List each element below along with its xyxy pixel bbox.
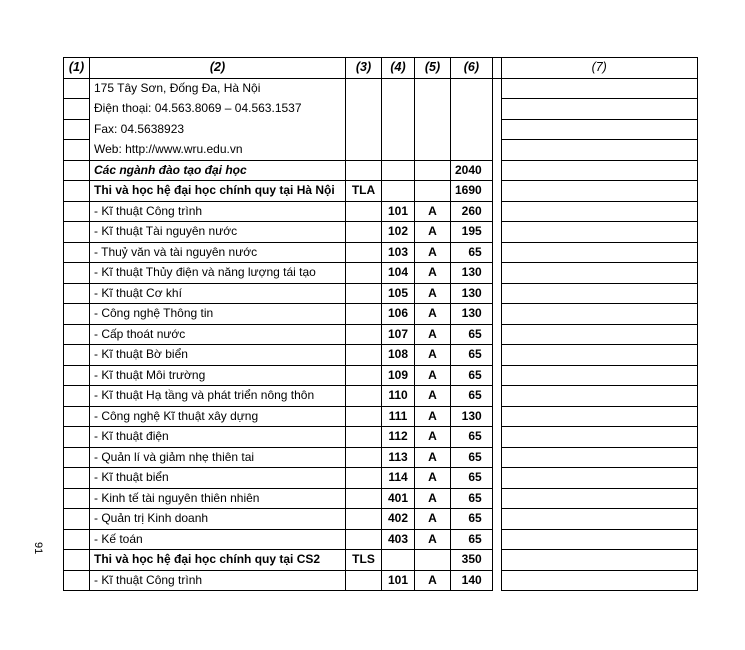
major-row	[64, 324, 698, 345]
quota: 140	[451, 570, 493, 591]
block-cell	[415, 140, 451, 161]
col1-cell	[64, 201, 90, 222]
code-cell	[346, 488, 382, 509]
quota: 65	[451, 386, 493, 407]
gap-cell	[492, 447, 501, 468]
col7-cell	[501, 181, 697, 202]
gap-cell	[492, 78, 501, 99]
major-code-cell	[382, 550, 415, 571]
quota: 130	[451, 406, 493, 427]
gap-cell	[492, 570, 501, 591]
gap-cell	[492, 509, 501, 530]
header-cell: (6)	[451, 58, 493, 79]
major-name: - Quản trị Kinh doanh	[90, 509, 346, 530]
col1-cell	[64, 263, 90, 284]
col1-cell	[64, 181, 90, 202]
exam-block: A	[415, 406, 451, 427]
major-name: - Công nghệ Kĩ thuật xây dựng	[90, 406, 346, 427]
code-cell	[346, 386, 382, 407]
exam-block: A	[415, 570, 451, 591]
address-text: Fax: 04.5638923	[90, 119, 346, 140]
col1-cell	[64, 99, 90, 120]
exam-block: A	[415, 345, 451, 366]
code-cell	[346, 468, 382, 489]
header-cell: (7)	[501, 58, 697, 79]
code-cell	[346, 222, 382, 243]
code-cell	[346, 304, 382, 325]
major-name: - Công nghệ Thông tin	[90, 304, 346, 325]
exam-block: A	[415, 263, 451, 284]
address-line	[64, 119, 698, 140]
campus-total: 1690	[451, 181, 493, 202]
col1-cell	[64, 222, 90, 243]
col7-cell	[501, 201, 697, 222]
exam-block: A	[415, 488, 451, 509]
col7-cell	[501, 222, 697, 243]
header-cell: (4)	[382, 58, 415, 79]
gap-cell	[492, 119, 501, 140]
quota: 65	[451, 509, 493, 530]
major-code: 103	[382, 242, 415, 263]
quota-cell	[451, 99, 493, 120]
quota: 65	[451, 242, 493, 263]
gap-cell	[492, 283, 501, 304]
col7-cell	[501, 140, 697, 161]
code-cell	[346, 201, 382, 222]
address-line	[64, 99, 698, 120]
code-cell	[346, 119, 382, 140]
major-name: - Cấp thoát nước	[90, 324, 346, 345]
major-code: 110	[382, 386, 415, 407]
quota: 65	[451, 529, 493, 550]
major-name: - Kinh tế tài nguyên thiên nhiên	[90, 488, 346, 509]
quota: 65	[451, 345, 493, 366]
col7-cell	[501, 324, 697, 345]
major-name: - Kĩ thuật Công trình	[90, 201, 346, 222]
col7-cell	[501, 99, 697, 120]
block-cell	[415, 550, 451, 571]
campus-code: TLS	[346, 550, 382, 571]
col1-cell	[64, 304, 90, 325]
major-name: - Kĩ thuật Công trình	[90, 570, 346, 591]
section-total: 2040	[451, 160, 493, 181]
major-row	[64, 427, 698, 448]
quota: 130	[451, 263, 493, 284]
code-cell	[346, 160, 382, 181]
gap-cell	[492, 99, 501, 120]
code-cell	[346, 324, 382, 345]
exam-block: A	[415, 529, 451, 550]
major-name: - Kĩ thuật Môi trường	[90, 365, 346, 386]
col1-cell	[64, 78, 90, 99]
header-cell: (5)	[415, 58, 451, 79]
col1-cell	[64, 468, 90, 489]
major-code: 108	[382, 345, 415, 366]
major-row	[64, 406, 698, 427]
col7-cell	[501, 427, 697, 448]
code-cell	[346, 570, 382, 591]
quota: 260	[451, 201, 493, 222]
major-row	[64, 304, 698, 325]
quota: 130	[451, 283, 493, 304]
col1-cell	[64, 345, 90, 366]
code-cell	[346, 529, 382, 550]
exam-block: A	[415, 468, 451, 489]
quota: 195	[451, 222, 493, 243]
major-row	[64, 529, 698, 550]
exam-block: A	[415, 509, 451, 530]
col7-cell	[501, 406, 697, 427]
col7-cell	[501, 119, 697, 140]
major-name: - Kĩ thuật Cơ khí	[90, 283, 346, 304]
exam-block: A	[415, 201, 451, 222]
col1-cell	[64, 119, 90, 140]
major-code: 112	[382, 427, 415, 448]
col1-cell	[64, 570, 90, 591]
campus-row	[64, 181, 698, 202]
quota-cell	[451, 119, 493, 140]
major-code: 109	[382, 365, 415, 386]
code-cell	[346, 427, 382, 448]
gap-cell	[492, 488, 501, 509]
col1-cell	[64, 488, 90, 509]
code-cell	[346, 263, 382, 284]
col1-cell	[64, 406, 90, 427]
gap-cell	[492, 242, 501, 263]
col1-cell	[64, 509, 90, 530]
col7-cell	[501, 468, 697, 489]
gap-cell	[492, 304, 501, 325]
major-code: 104	[382, 263, 415, 284]
major-code: 106	[382, 304, 415, 325]
quota: 65	[451, 488, 493, 509]
major-row	[64, 201, 698, 222]
quota: 65	[451, 427, 493, 448]
major-name: - Kĩ thuật Thủy điện và năng lượng tái tạo	[90, 263, 346, 284]
quota-cell	[451, 140, 493, 161]
gap-cell	[492, 550, 501, 571]
code-cell	[346, 242, 382, 263]
major-code: 101	[382, 570, 415, 591]
gap-cell	[492, 345, 501, 366]
major-code: 114	[382, 468, 415, 489]
col1-cell	[64, 160, 90, 181]
campus-label: Thi và học hệ đại học chính quy tại Hà Nội	[90, 181, 346, 202]
major-name: - Thuỷ văn và tài nguyên nước	[90, 242, 346, 263]
section-total-row	[64, 160, 698, 181]
major-row	[64, 447, 698, 468]
major-row	[64, 386, 698, 407]
col1-cell	[64, 283, 90, 304]
header-row	[64, 58, 698, 79]
code-cell	[346, 99, 382, 120]
major-row	[64, 365, 698, 386]
major-code-cell	[382, 140, 415, 161]
exam-block: A	[415, 283, 451, 304]
major-row	[64, 263, 698, 284]
header-cell: (3)	[346, 58, 382, 79]
quota: 65	[451, 365, 493, 386]
major-name: - Kế toán	[90, 529, 346, 550]
gap-cell	[492, 529, 501, 550]
major-code: 111	[382, 406, 415, 427]
col1-cell	[64, 529, 90, 550]
major-row	[64, 488, 698, 509]
major-code: 101	[382, 201, 415, 222]
gap-cell	[492, 468, 501, 489]
exam-block: A	[415, 365, 451, 386]
col7-cell	[501, 283, 697, 304]
major-row	[64, 283, 698, 304]
major-name: - Quản lí và giảm nhẹ thiên tai	[90, 447, 346, 468]
header-gap	[492, 58, 501, 79]
major-code-cell	[382, 78, 415, 99]
block-cell	[415, 119, 451, 140]
exam-block: A	[415, 242, 451, 263]
gap-cell	[492, 386, 501, 407]
col7-cell	[501, 263, 697, 284]
major-row	[64, 468, 698, 489]
campus-label: Thi và học hệ đại học chính quy tại CS2	[90, 550, 346, 571]
code-cell	[346, 283, 382, 304]
address-text: Điện thoại: 04.563.8069 – 04.563.1537	[90, 99, 346, 120]
col7-cell	[501, 304, 697, 325]
code-cell	[346, 345, 382, 366]
gap-cell	[492, 181, 501, 202]
exam-block: A	[415, 386, 451, 407]
major-code: 401	[382, 488, 415, 509]
address-text: Web: http://www.wru.edu.vn	[90, 140, 346, 161]
col7-cell	[501, 509, 697, 530]
block-cell	[415, 181, 451, 202]
code-cell	[346, 78, 382, 99]
col7-cell	[501, 345, 697, 366]
exam-block: A	[415, 304, 451, 325]
major-code-cell	[382, 181, 415, 202]
block-cell	[415, 99, 451, 120]
gap-cell	[492, 263, 501, 284]
col7-cell	[501, 488, 697, 509]
gap-cell	[492, 427, 501, 448]
col1-cell	[64, 427, 90, 448]
col1-cell	[64, 365, 90, 386]
major-code: 403	[382, 529, 415, 550]
major-code: 102	[382, 222, 415, 243]
section-label: Các ngành đào tạo đại học	[90, 160, 346, 181]
col1-cell	[64, 550, 90, 571]
col1-cell	[64, 140, 90, 161]
major-code: 113	[382, 447, 415, 468]
major-code-cell	[382, 160, 415, 181]
exam-block: A	[415, 324, 451, 345]
address-text: 175 Tây Sơn, Đống Đa, Hà Nội	[90, 78, 346, 99]
exam-block: A	[415, 447, 451, 468]
gap-cell	[492, 406, 501, 427]
gap-cell	[492, 365, 501, 386]
col7-cell	[501, 529, 697, 550]
code-cell	[346, 140, 382, 161]
campus-code: TLA	[346, 181, 382, 202]
major-name: - Kĩ thuật Bờ biển	[90, 345, 346, 366]
gap-cell	[492, 324, 501, 345]
header-cell: (2)	[90, 58, 346, 79]
major-code-cell	[382, 99, 415, 120]
gap-cell	[492, 222, 501, 243]
code-cell	[346, 447, 382, 468]
col1-cell	[64, 386, 90, 407]
col7-cell	[501, 242, 697, 263]
col1-cell	[64, 242, 90, 263]
gap-cell	[492, 160, 501, 181]
exam-block: A	[415, 427, 451, 448]
gap-cell	[492, 201, 501, 222]
major-row	[64, 345, 698, 366]
major-name: - Kĩ thuật biển	[90, 468, 346, 489]
col1-cell	[64, 324, 90, 345]
col1-cell	[64, 447, 90, 468]
major-row	[64, 222, 698, 243]
major-code-cell	[382, 119, 415, 140]
block-cell	[415, 78, 451, 99]
code-cell	[346, 406, 382, 427]
page-number: 91	[32, 542, 44, 555]
major-row	[64, 242, 698, 263]
major-code: 107	[382, 324, 415, 345]
major-code: 105	[382, 283, 415, 304]
address-line	[64, 78, 698, 99]
major-name: - Kĩ thuật Tài nguyên nước	[90, 222, 346, 243]
campus-row	[64, 550, 698, 571]
code-cell	[346, 509, 382, 530]
col7-cell	[501, 447, 697, 468]
major-name: - Kĩ thuật Hạ tầng và phát triển nông thôn	[90, 386, 346, 407]
campus-total: 350	[451, 550, 493, 571]
major-name: - Kĩ thuật điện	[90, 427, 346, 448]
col7-cell	[501, 78, 697, 99]
quota: 65	[451, 324, 493, 345]
major-code: 402	[382, 509, 415, 530]
quota: 65	[451, 447, 493, 468]
col7-cell	[501, 386, 697, 407]
exam-block: A	[415, 222, 451, 243]
quota: 130	[451, 304, 493, 325]
major-row	[64, 570, 698, 591]
quota: 65	[451, 468, 493, 489]
address-line	[64, 140, 698, 161]
col7-cell	[501, 365, 697, 386]
major-row	[64, 509, 698, 530]
col7-cell	[501, 570, 697, 591]
block-cell	[415, 160, 451, 181]
gap-cell	[492, 140, 501, 161]
code-cell	[346, 365, 382, 386]
quota-cell	[451, 78, 493, 99]
col7-cell	[501, 160, 697, 181]
header-cell: (1)	[64, 58, 90, 79]
admissions-table	[63, 57, 698, 591]
col7-cell	[501, 550, 697, 571]
